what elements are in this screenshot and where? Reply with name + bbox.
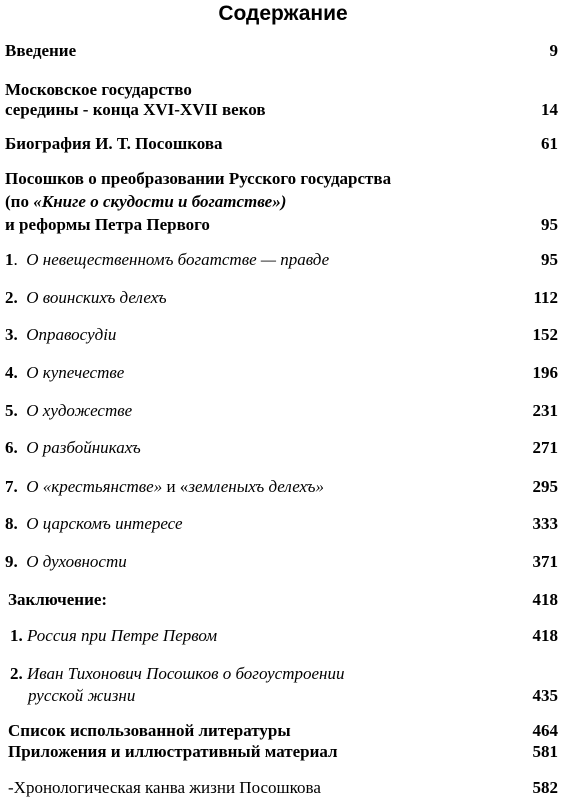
toc-chapter-1-page: 95 (541, 250, 558, 269)
toc-appendix-page: 581 (532, 742, 558, 761)
toc-bio-label: Биография И. Т. Посошкова (5, 134, 223, 153)
chapter-number: 4. (5, 363, 18, 382)
toc-moscow-line2: середины - конца XVI-XVII веков (5, 100, 266, 119)
chapter-number: 6. (5, 438, 18, 457)
toc-chapter-1 (5, 250, 329, 270)
toc-reform-page: 95 (541, 215, 558, 234)
toc-chapter-6-page: 271 (532, 438, 558, 457)
toc-chapter-4 (5, 363, 124, 383)
chapter-title: О разбойникахъ (26, 438, 141, 457)
toc-chapter-9 (5, 552, 127, 572)
toc-chapter-7 (5, 477, 324, 497)
chapter-title-part2: земленыхъ делехъ» (188, 477, 324, 496)
chapter-title: О художестве (26, 401, 133, 420)
toc-literature-page: 464 (532, 721, 558, 740)
toc-chronology-label: -Хронологическая канва жизни Посошкова (8, 778, 321, 797)
toc-conclusion-label: Заключение: (8, 590, 108, 609)
toc-intro-page: 9 (549, 41, 558, 60)
toc-moscow-line1: Московское государство (5, 80, 192, 99)
chapter-title: О царскомъ интересе (26, 514, 183, 533)
page-title: Содержание (218, 2, 348, 25)
item-number: 2. (10, 664, 23, 683)
toc-reform-line2 (5, 192, 286, 212)
toc-chapter-3-page: 152 (532, 325, 558, 344)
toc-chapter-5 (5, 401, 132, 421)
toc-chapter-7-page: 295 (532, 477, 558, 496)
toc-chapter-6 (5, 438, 141, 458)
chapter-title: О невещественномъ богатстве — правде (26, 250, 330, 269)
toc-chapter-9-page: 371 (532, 552, 558, 571)
toc-conclusion-item-1-page: 418 (532, 626, 558, 645)
chapter-title-join: и « (162, 477, 189, 496)
toc-reform-line3: и реформы Петра Первого (5, 215, 210, 234)
item-title: Россия при Петре Первом (27, 626, 218, 645)
chapter-number: 8. (5, 514, 18, 533)
toc-reform-line1: Посошков о преобразовании Русского государства (5, 169, 392, 188)
toc-bio-page: 61 (541, 134, 558, 153)
toc-conclusion-page: 418 (532, 590, 558, 609)
toc-reform-line2-prefix: (по (5, 192, 34, 211)
toc-chapter-5-page: 231 (532, 401, 558, 420)
toc-conclusion-item-2-line1 (10, 664, 344, 684)
toc-moscow-page: 14 (541, 100, 558, 119)
chapter-sep: . (13, 250, 18, 269)
chapter-number: 7. (5, 477, 18, 496)
chapter-number: 3. (5, 325, 18, 344)
item-number: 1. (10, 626, 23, 645)
toc-chapter-4-page: 196 (532, 363, 558, 382)
toc-chapter-8 (5, 514, 183, 534)
chapter-title: О воинскихъ делехъ (26, 288, 167, 307)
toc-intro-label: Введение (5, 41, 77, 60)
toc-conclusion-item-2-page: 435 (532, 686, 558, 705)
toc-chapter-2-page: 112 (533, 288, 558, 307)
toc-chapter-2 (5, 288, 167, 308)
toc-chapter-8-page: 333 (532, 514, 558, 533)
item-title: Иван Тихонович Посошков о богоустроении (27, 664, 345, 683)
chapter-number: 1 (5, 250, 14, 269)
chapter-title: О духовности (26, 552, 127, 571)
toc-conclusion-item-1 (10, 626, 217, 646)
toc-conclusion-item-2-line2: русской жизни (28, 686, 136, 705)
chapter-title: О «крестьянстве» (26, 477, 163, 496)
chapter-number: 5. (5, 401, 18, 420)
chapter-number: 2. (5, 288, 18, 307)
toc-chronology-page: 582 (532, 778, 558, 797)
toc-chapter-3 (5, 325, 116, 345)
toc-literature-label: Список использованной литературы (8, 721, 291, 740)
chapter-title: О купечестве (26, 363, 125, 382)
toc-reform-line2-italic: «Книге о скудости и богатстве») (33, 192, 287, 211)
chapter-title: Оправосудiи (26, 325, 117, 344)
chapter-number: 9. (5, 552, 18, 571)
toc-appendix-label: Приложения и иллюстративный материал (8, 742, 338, 761)
